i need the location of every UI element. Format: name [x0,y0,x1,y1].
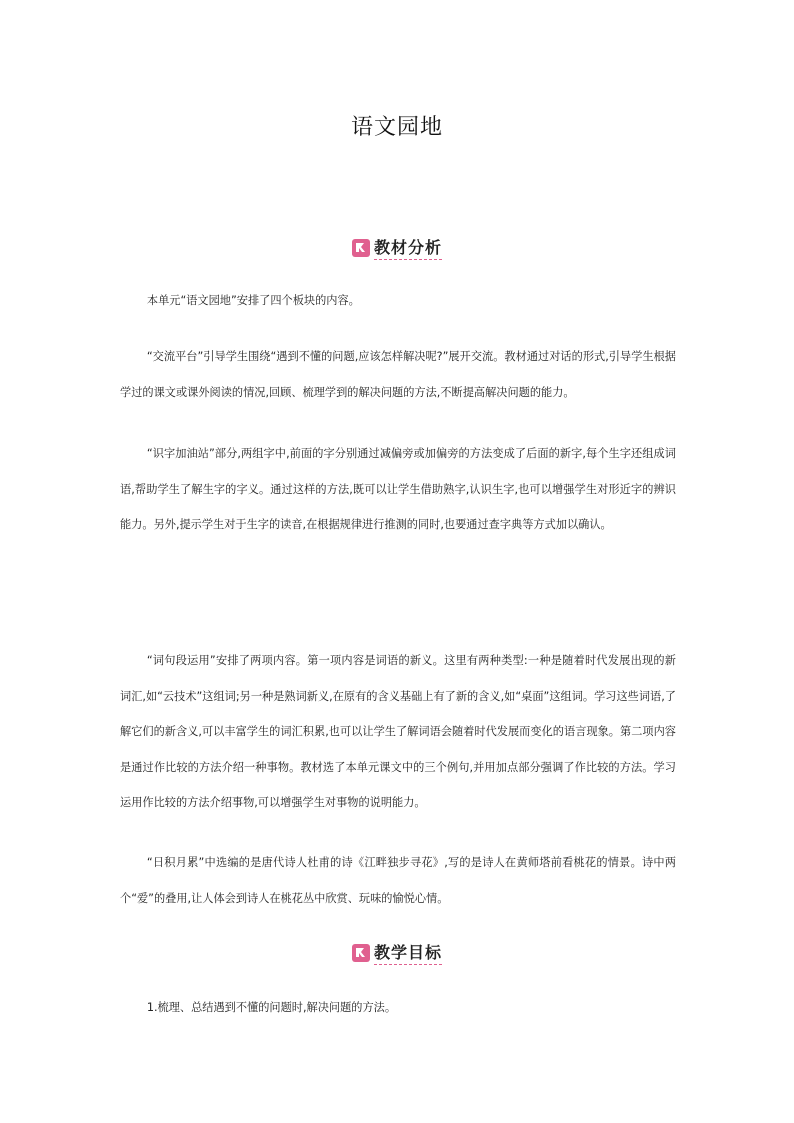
paragraph: “日积月累”中选编的是唐代诗人杜甫的诗《江畔独步寻花》,写的是诗人在黄师塔前看桃花的情景。诗中两个“爱”的叠用,让人体会到诗人在桃花丛中欣赏、玩味的愉悦心情。 [120,856,676,905]
list-item: 1.梳理、总结遇到不懂的问题时,解决问题的方法。 [146,1001,397,1014]
section-heading-goals [0,940,794,965]
section-heading-text: 教学目标 [374,940,442,965]
paragraph: “交流平台”引导学生围绕“遇到不懂的问题,应该怎样解决呢?”展开交流。教材通过对话的形式,引导学生根据学过的课文或课外阅读的情况,回顾、梳理学到的解决问题的方法,不断提高解决问题的能力。 [120,350,676,399]
paragraph: “识字加油站”部分,两组字中,前面的字分别通过减偏旁或加偏旁的方法变成了后面的新字,每个生字还组成词语,帮助学生了解生字的字义。通过这样的方法,既可以让学生借助熟字,认识生字,也可以增强学生对形近字的辨识能力。另外,提示学生对于生字的读音,在根据规律进行推测的同时,也要通过查字典等方式加以确认。 [120,447,676,531]
page-title: 语文园地 [350,115,443,140]
heading-marker-icon [352,239,370,257]
section-heading-text: 教材分析 [374,235,442,260]
section-heading-analysis [0,235,794,260]
heading-marker-icon [352,944,370,962]
paragraph: “词句段运用”安排了两项内容。第一项内容是词语的新义。这里有两种类型:一种是随着时代发展出现的新词汇,如“云技术”这组词;另一种是熟词新义,在原有的含义基础上有了新的含义,如“桌面”这组词。学习这些词语,了解它们的新含义,可以丰富学生的词汇积累,也可以让学生了解词语会随着时代发展而变化的语言现象。第二项内容是通过作比较的方法介绍一种事物。教材选了本单元课文中的三个例句,并用加点部分强调了作比较的方法。学习运用作比较的方法介绍事物,可以增强学生对事物的说明能力。 [120,654,676,809]
paragraph: 本单元“语文园地”安排了四个板块的内容。 [146,294,360,307]
